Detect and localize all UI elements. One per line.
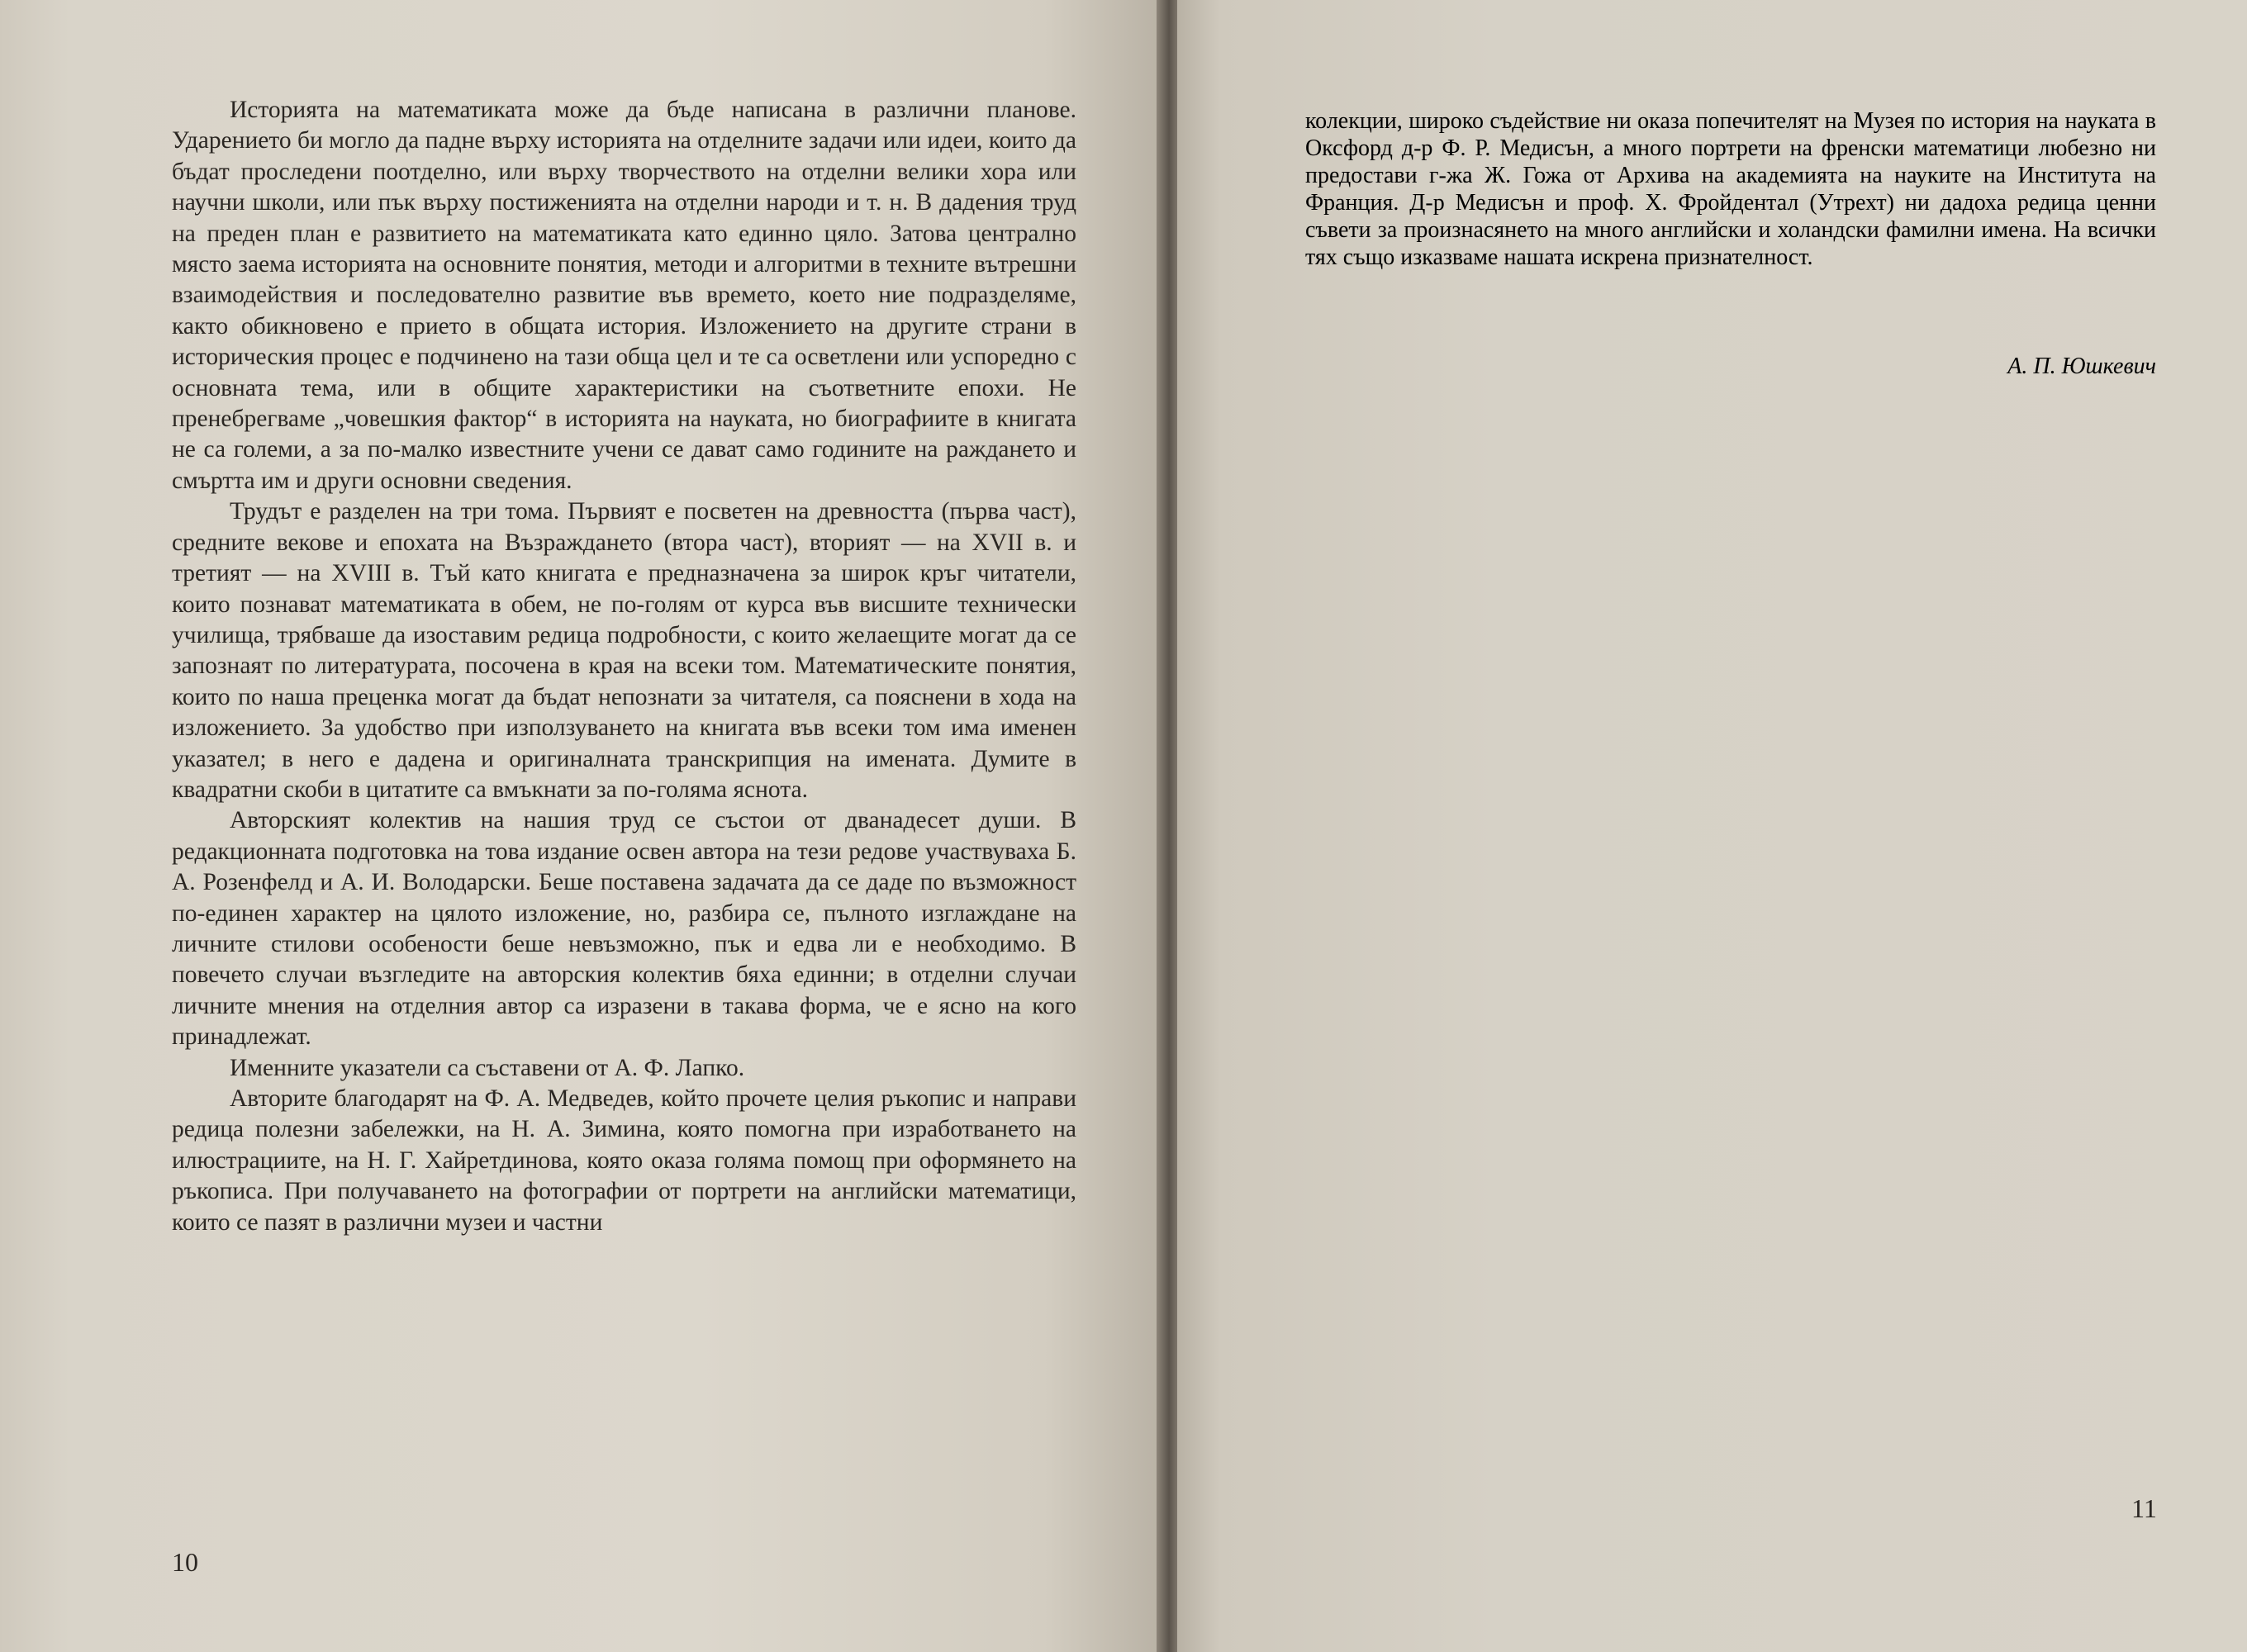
paragraph: Авторите благодарят на Ф. А. Медведев, който прочете целия ръкопис и направи редица полезни забележки, на Н. А. Зимина, която помогна при изработването на илюстрациите, на Н. Г. Хайретдинова, която оказа голяма помощ при оформянето на ръкописа. При получаването на фотографии от портрети на английски математици, които се пазят в различни музеи и частни — [172, 1085, 1076, 1236]
paragraph: Историята на математиката може да бъде написана в различни планове. Ударението би могло да падне върху историята на отделните задачи или идеи, които да бъдат проследени поотделно, или върху творчеството на отделни велики хора или научни школи, или пък върху постиженията на отделни народи и т. н. В дадения труд на преден план е развитието на математиката като единно цяло. Затова централно място заема историята на основните понятия, методи и алгоритми в техните вътрешни взаимодействия и последователно развитие във времето, което ние подразделяме, както обикновено е прието в общата история. Изложението на другите страни в историческия процес е подчинено на тази обща цел и те са осветлени или успоредно с основната тема, или в общите характеристики на съответните епохи. Не пренебрегваме „човешкия фактор“ в историята на науката, но биографиите в книгата не са големи, а за по-малко известните учени се дават само годините на раждането и смъртта им и други основни сведения. — [172, 97, 1076, 494]
paragraph: колекции, широко съдействие ни оказа попечителят на Музея по история на науката в Оксфорд д-р Ф. Р. Медисън, а много портрети на френски математици любезно ни предостави г-жа Ж. Гожа от Архива на академията на науките на Института на Франция. Д-р Медисън и проф. Х. Фройдентал (Утрехт) ни дадоха редица ценни съвети за произнасянето на много английски и холандски фамилни имена. На всички тях също изказваме нашата искрена признателност. — [1305, 108, 2156, 270]
page-number-right: 11 — [2131, 1493, 2157, 1523]
page-number-left: 10 — [172, 1547, 198, 1577]
author-signature: А. П. Юшкевич — [2007, 354, 2156, 379]
right-page-text — [1305, 107, 2156, 271]
paragraph: Авторският колектив на нашия труд се състои от дванадесет души. В редакционната подготовка на това издание освен автора на тези редове участвуваха Б. А. Розенфелд и А. И. Володарски. Беше поставена задачата да се даде по възможност по-единен характер на цялото изложение, но, разбира се, пълното изглаждане на личните стилови особености беше невъзможно, пък и едва ли е необходимо. В повечето случаи възгледите на авторския колектив бяха единни; в отделни случаи личните мнения на отделния автор са изразени в такава форма, че е ясно на кого принадлежат. — [172, 807, 1076, 1051]
left-page-text — [172, 95, 1076, 1238]
paragraph: Именните указатели са съставени от А. Ф. Лапко. — [230, 1054, 745, 1081]
paragraph: Трудът е разделен на три тома. Първият е посветен на древността (първа част), средните векове и епохата на Възраждането (втора част), вторият — на XVII в. и третият — на XVIII в. Тъй като книгата е предназначена за широк кръг читатели, които познават математиката в обем, не по-голям от курса във висшите технически училища, трябваше да изоставим редица подробности, с които желаещите могат да се запознаят по литературата, посочена в края на всеки том. Математическите понятия, които по наша преценка могат да бъдат непознати за читателя, са пояснени в хода на изложението. За удобство при използуването на книгата във всеки том има именен указател; в него е дадена и оригиналната транскрипция на имената. Думите в квадратни скоби в цитатите са вмъкнати за по-голяма яснота. — [172, 498, 1076, 803]
